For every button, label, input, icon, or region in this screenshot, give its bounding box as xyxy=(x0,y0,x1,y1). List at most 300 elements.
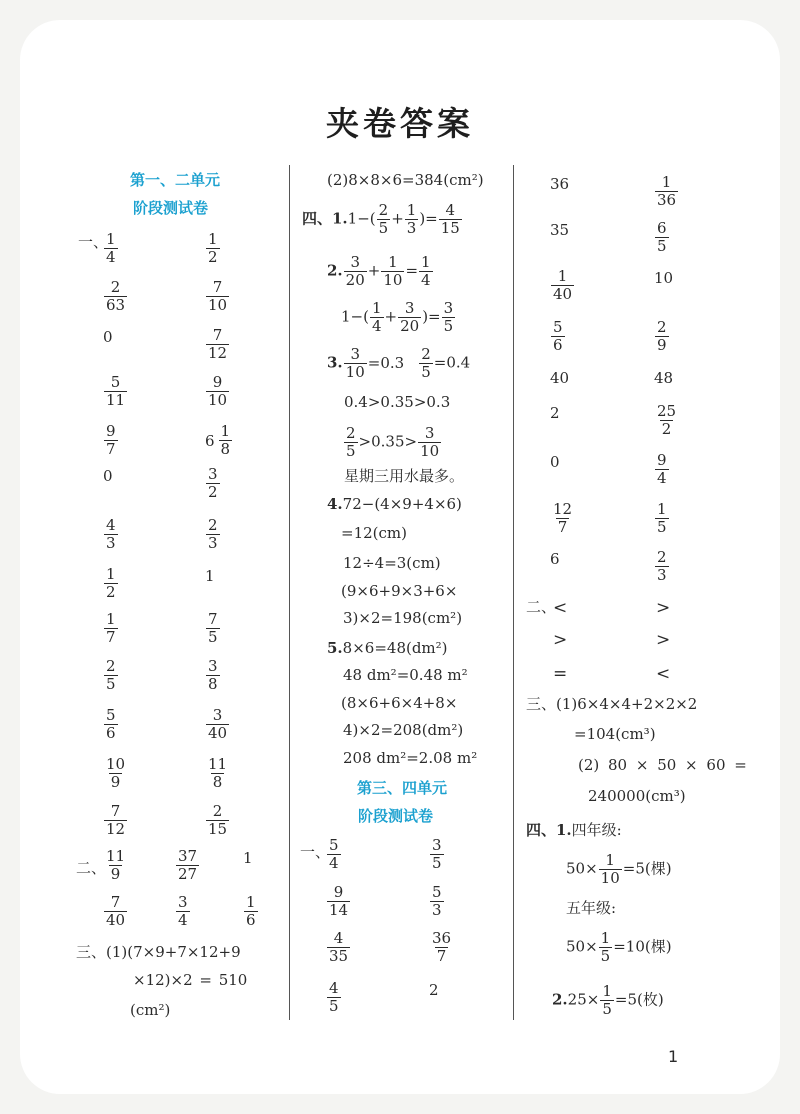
denominator: 5 xyxy=(346,442,356,460)
numerator: 2 xyxy=(110,278,121,296)
denominator: 9 xyxy=(657,336,667,354)
denominator: 6 xyxy=(553,336,563,354)
fraction xyxy=(551,268,574,303)
answer-right xyxy=(429,980,439,1000)
answer-left xyxy=(550,452,560,472)
numerator: 5 xyxy=(106,706,116,724)
answer-value: 40 xyxy=(550,369,570,387)
fraction xyxy=(104,566,118,601)
numerator: 7 xyxy=(212,278,223,296)
numerator: 25 xyxy=(657,402,677,420)
numerator: 2 xyxy=(208,516,218,534)
denominator: 8 xyxy=(212,773,223,791)
col3-sec3-line3: (2) 80 × 50 × 60 = xyxy=(578,756,747,774)
denominator: 2 xyxy=(208,248,218,266)
denominator: 40 xyxy=(106,911,126,929)
answer-left xyxy=(326,837,342,872)
expr-text: 50× xyxy=(566,937,598,956)
answer-right xyxy=(654,220,670,255)
numerator: 12 xyxy=(553,500,573,518)
fraction xyxy=(206,707,229,742)
fraction xyxy=(381,254,404,289)
col3-q1b-label: 五年级: xyxy=(566,899,617,917)
denominator: 40 xyxy=(208,724,228,742)
answer-left xyxy=(103,374,128,409)
answer-value: 48 xyxy=(654,369,674,387)
col2-q2b xyxy=(341,300,456,335)
denominator: 2 xyxy=(661,420,672,438)
denominator: 8 xyxy=(208,675,218,693)
numerator: 1 xyxy=(661,173,672,191)
answer-value: 2 xyxy=(550,404,560,422)
fraction xyxy=(376,201,392,237)
fraction xyxy=(655,501,669,536)
expr-text: 8×6=48(dm²) xyxy=(342,639,448,657)
col3-q2 xyxy=(552,983,664,1018)
denominator: 5 xyxy=(421,363,431,381)
fraction xyxy=(104,894,127,929)
denominator: 4 xyxy=(178,911,188,929)
denominator: 2 xyxy=(106,583,116,601)
denominator: 6 xyxy=(106,724,116,742)
fraction xyxy=(438,201,463,237)
answer-right xyxy=(654,319,670,354)
col3-sec3-line2: =104(cm³) xyxy=(574,725,656,743)
numerator: 1 xyxy=(605,851,615,869)
expr-text: =5(枚) xyxy=(614,990,664,1009)
answer-item xyxy=(243,894,259,929)
col1-sec3-line1: 三、(1)(7×9+7×12+9 xyxy=(76,943,241,961)
answer-left xyxy=(103,658,119,693)
fraction xyxy=(327,980,341,1015)
denominator: 3 xyxy=(432,901,442,919)
numerator: 7 xyxy=(110,893,121,911)
question-number: 四、1. xyxy=(302,209,348,228)
numerator: 3 xyxy=(432,836,442,854)
numerator: 1 xyxy=(208,230,218,248)
answer-right xyxy=(429,884,445,919)
section-heading-unit-1-2: 第一、二单元 xyxy=(130,171,221,189)
fraction xyxy=(430,837,444,872)
fraction xyxy=(598,851,623,887)
answer-left xyxy=(326,930,351,965)
answer-left xyxy=(550,403,560,423)
answer-right xyxy=(205,756,230,791)
fraction xyxy=(380,253,405,289)
denominator: 4 xyxy=(657,469,667,487)
denominator: 7 xyxy=(557,518,568,536)
fraction xyxy=(418,345,434,381)
numerator: 1 xyxy=(557,267,568,285)
answer-left xyxy=(103,756,128,791)
numerator: 2 xyxy=(657,548,667,566)
numerator: 7 xyxy=(212,326,223,344)
answer-item xyxy=(243,848,253,868)
answer-right xyxy=(654,452,670,487)
numerator: 1 xyxy=(371,299,382,317)
expr-text: + xyxy=(367,261,381,280)
col2-q4-line3: 12÷4=3(cm) xyxy=(343,554,441,572)
numerator: 3 xyxy=(424,424,435,442)
denominator: 10 xyxy=(345,363,365,381)
denominator: 7 xyxy=(436,947,447,965)
denominator: 3 xyxy=(657,566,667,584)
page-number: 1 xyxy=(668,1047,679,1066)
answer-right xyxy=(429,837,445,872)
col2-q3-line2: 0.4>0.35>0.3 xyxy=(344,393,451,411)
answer-left xyxy=(550,319,566,354)
answer-item xyxy=(103,848,128,883)
answer-right xyxy=(654,368,673,388)
fraction xyxy=(599,852,622,887)
col2-q3-line3 xyxy=(343,425,442,460)
denominator: 35 xyxy=(329,947,349,965)
fraction xyxy=(417,424,442,460)
denominator: 10 xyxy=(420,442,440,460)
expr-text: 50× xyxy=(566,859,598,878)
answer-right xyxy=(205,611,221,646)
numerator: 4 xyxy=(445,201,456,219)
comparison-symbol: < xyxy=(656,664,671,684)
fraction xyxy=(206,658,220,693)
denominator: 40 xyxy=(553,285,573,303)
fraction xyxy=(343,345,368,381)
answer-right xyxy=(654,403,679,438)
col2-q5-line4: 4)×2=208(dm²) xyxy=(343,721,464,739)
denominator: 27 xyxy=(178,865,198,883)
section-heading-stage-test: 阶段测试卷 xyxy=(133,199,209,217)
fraction xyxy=(104,279,127,314)
fraction xyxy=(104,611,118,646)
answer-left xyxy=(103,327,113,347)
fraction xyxy=(104,374,127,409)
fraction xyxy=(206,279,229,314)
question-number: 5. xyxy=(327,639,343,657)
numerator: 3 xyxy=(443,299,454,317)
numerator: 2 xyxy=(421,345,431,363)
expr-text: >0.35> xyxy=(358,432,418,451)
fraction xyxy=(206,374,229,409)
col2-q1 xyxy=(302,202,463,237)
fraction xyxy=(655,319,669,354)
mixed-number xyxy=(205,423,233,458)
denominator: 10 xyxy=(208,391,228,409)
col2-q4-line1 xyxy=(327,494,462,514)
denominator: 3 xyxy=(208,534,218,552)
answer-left xyxy=(326,884,351,919)
fraction xyxy=(206,756,229,791)
answer-left xyxy=(103,803,128,838)
answer-right xyxy=(205,517,221,552)
numerator: 3 xyxy=(350,253,360,271)
fraction xyxy=(655,220,669,255)
expr-text: 1−( xyxy=(341,307,369,326)
expr-text: )= xyxy=(419,209,438,228)
numerator: 1 xyxy=(388,253,398,271)
numerator: 3 xyxy=(208,657,218,675)
fraction xyxy=(442,300,456,335)
fraction xyxy=(104,658,118,693)
answer-item xyxy=(103,894,128,929)
numerator: 1 xyxy=(106,230,116,248)
fraction xyxy=(377,202,391,237)
numerator: 6 xyxy=(657,219,667,237)
answer-right xyxy=(429,930,454,965)
fraction xyxy=(599,930,613,965)
answer-left xyxy=(103,466,113,486)
fraction xyxy=(206,517,220,552)
answer-left xyxy=(550,268,575,303)
expr-text: + xyxy=(391,209,404,228)
answer-left xyxy=(103,517,119,552)
answer-right xyxy=(205,327,230,362)
question-number: 4. xyxy=(327,495,343,513)
fraction xyxy=(418,425,441,460)
fraction xyxy=(430,884,444,919)
answer-left xyxy=(550,368,569,388)
fraction xyxy=(104,423,118,458)
denominator: 11 xyxy=(106,391,126,409)
col2-q4-line5: 3)×2=198(cm²) xyxy=(343,609,463,627)
fraction xyxy=(344,254,367,289)
expr-text: =5(棵) xyxy=(622,859,672,878)
numerator: 3 xyxy=(350,345,360,363)
section-label-1: 一、 xyxy=(78,233,109,251)
fraction xyxy=(104,803,127,838)
answer-value: 36 xyxy=(550,175,570,193)
fraction xyxy=(343,424,359,460)
denominator: 5 xyxy=(600,947,611,965)
answer-right xyxy=(205,803,230,838)
denominator: 5 xyxy=(657,237,667,255)
fraction xyxy=(206,327,229,362)
numerator: 5 xyxy=(553,318,563,336)
denominator: 12 xyxy=(208,344,228,362)
section-heading-unit-3-4: 第三、四单元 xyxy=(357,779,448,797)
fraction xyxy=(430,930,453,965)
fraction xyxy=(419,254,433,289)
fraction xyxy=(655,452,669,487)
fraction xyxy=(104,231,118,266)
col2-q3 xyxy=(327,346,470,381)
question-number: 2. xyxy=(552,990,568,1009)
numerator: 11 xyxy=(208,755,228,773)
denominator: 6 xyxy=(246,911,256,929)
denominator: 36 xyxy=(657,191,677,209)
numerator: 1 xyxy=(406,201,417,219)
denominator: 8 xyxy=(220,440,231,458)
denominator: 12 xyxy=(106,820,126,838)
comparison-symbol: > xyxy=(656,630,671,650)
answer-value: 0 xyxy=(550,453,560,471)
answer-right xyxy=(654,501,670,536)
numerator: 9 xyxy=(657,451,667,469)
fraction xyxy=(343,253,368,289)
denominator: 10 xyxy=(208,296,228,314)
comparison-symbol: = xyxy=(553,664,568,684)
denominator: 5 xyxy=(378,219,389,237)
col3-sec3-line4: 240000(cm³) xyxy=(588,787,686,805)
fraction xyxy=(370,300,384,335)
numerator: 1 xyxy=(106,610,116,628)
expr-text: + xyxy=(384,307,398,326)
numerator: 5 xyxy=(329,836,339,854)
answer-value: 6 xyxy=(550,550,560,568)
numerator: 3 xyxy=(208,465,218,483)
answer-right xyxy=(205,466,221,501)
answer-right xyxy=(654,174,679,209)
numerator: 9 xyxy=(212,373,223,391)
expr-text: 1−( xyxy=(347,209,376,228)
fraction xyxy=(551,319,565,354)
answer-left xyxy=(103,279,128,314)
fraction xyxy=(104,517,118,552)
section-label-2: 二、 xyxy=(76,859,107,877)
fraction xyxy=(104,848,127,883)
fraction xyxy=(441,299,457,335)
numerator: 10 xyxy=(106,755,126,773)
fraction xyxy=(655,174,678,209)
denominator: 5 xyxy=(208,628,218,646)
comparison-symbol: > xyxy=(656,598,671,618)
answer-right xyxy=(205,279,230,314)
denominator: 7 xyxy=(106,628,116,646)
fraction xyxy=(551,501,574,536)
col2-q5-line5: 208 dm²=2.08 m² xyxy=(343,749,478,767)
numerator: 1 xyxy=(600,929,611,947)
denominator: 2 xyxy=(208,483,218,501)
fraction xyxy=(418,253,434,289)
denominator: 3 xyxy=(106,534,116,552)
numerator: 11 xyxy=(106,847,126,865)
expr-text: 72−(4×9+4×6) xyxy=(342,495,462,513)
answer-left xyxy=(550,220,569,240)
answer-value: 35 xyxy=(550,221,570,239)
fraction xyxy=(176,894,190,929)
denominator: 7 xyxy=(106,440,116,458)
answer-value: 2 xyxy=(429,981,439,999)
expr-text: )= xyxy=(422,307,441,326)
numerator: 3 xyxy=(178,893,188,911)
answer-value: 1 xyxy=(243,849,253,867)
expr-text: =0.4 xyxy=(433,353,471,372)
answer-left xyxy=(103,566,119,601)
answer-value: 0 xyxy=(103,467,113,485)
fraction xyxy=(600,983,614,1018)
answer-right xyxy=(654,549,670,584)
denominator: 15 xyxy=(208,820,228,838)
answer-right xyxy=(205,374,230,409)
numerator: 36 xyxy=(432,929,452,947)
fraction xyxy=(398,300,421,335)
col1-sec3-line2: ×12)×2 = 510 xyxy=(133,971,248,989)
section-label-2c: 二、 xyxy=(526,598,557,616)
denominator: 10 xyxy=(600,869,620,887)
numerator: 2 xyxy=(346,424,356,442)
numerator: 2 xyxy=(212,802,223,820)
denominator: 14 xyxy=(329,901,349,919)
col2-q5-line2: 48 dm²=0.48 m² xyxy=(343,666,468,684)
answer-value: 10 xyxy=(654,269,674,287)
denominator: 5 xyxy=(443,317,454,335)
fraction xyxy=(598,929,614,965)
fraction xyxy=(397,299,422,335)
answer-right xyxy=(205,231,221,266)
denominator: 20 xyxy=(345,271,365,289)
question-number: 四、1. xyxy=(526,821,572,839)
fraction xyxy=(369,299,385,335)
section-label-1b: 一、 xyxy=(300,843,331,861)
numerator: 7 xyxy=(110,802,121,820)
denominator: 15 xyxy=(440,219,460,237)
denominator: 9 xyxy=(110,865,121,883)
grade-label: 四年级: xyxy=(571,821,622,839)
numerator: 1 xyxy=(602,982,612,1000)
answer-right xyxy=(205,423,233,458)
fraction xyxy=(176,848,199,883)
denominator: 20 xyxy=(400,317,420,335)
whole-part: 6 xyxy=(205,431,215,450)
answer-left xyxy=(550,549,560,569)
answer-left xyxy=(103,611,119,646)
fraction xyxy=(655,549,669,584)
expr-text: = xyxy=(405,261,419,280)
answer-item xyxy=(175,848,200,883)
fraction xyxy=(104,707,118,742)
answer-item xyxy=(175,894,191,929)
numerator: 1 xyxy=(246,893,256,911)
fraction xyxy=(244,894,258,929)
col2-q5-line1 xyxy=(327,638,448,658)
column-divider-1 xyxy=(289,165,290,1020)
question-number: 2. xyxy=(327,261,343,280)
col3-q1-expr xyxy=(566,852,672,887)
numerator: 2 xyxy=(106,657,116,675)
answer-left xyxy=(550,501,575,536)
fraction xyxy=(104,756,127,791)
fraction xyxy=(439,202,462,237)
fraction xyxy=(219,423,233,458)
answer-right xyxy=(205,658,221,693)
comparison-symbol: < xyxy=(553,598,568,618)
denominator: 5 xyxy=(432,854,442,872)
column-divider-2 xyxy=(513,165,514,1020)
page-title: 夹卷答案 xyxy=(326,104,474,143)
answer-left xyxy=(103,231,119,266)
fraction xyxy=(327,930,350,965)
answer-left xyxy=(103,707,119,742)
col2-line-1: (2)8×8×6=384(cm²) xyxy=(327,171,484,189)
answer-left xyxy=(103,423,119,458)
col1-sec3-line3: (cm²) xyxy=(130,1001,171,1019)
fraction xyxy=(206,466,220,501)
numerator: 5 xyxy=(432,883,442,901)
answer-right xyxy=(205,707,230,742)
fraction xyxy=(327,837,341,872)
fraction xyxy=(419,346,433,381)
numerator: 4 xyxy=(333,929,344,947)
fraction xyxy=(599,982,615,1018)
expr-text: 25× xyxy=(567,990,600,1009)
fraction xyxy=(344,425,358,460)
answer-right xyxy=(205,566,215,586)
denominator: 10 xyxy=(383,271,403,289)
denominator: 5 xyxy=(602,1000,612,1018)
col2-q2 xyxy=(327,254,434,289)
fraction xyxy=(405,202,419,237)
col3-sec3-line1: 三、(1)6×4×4+2×2×2 xyxy=(526,695,698,713)
col3-q1-label xyxy=(526,820,622,840)
